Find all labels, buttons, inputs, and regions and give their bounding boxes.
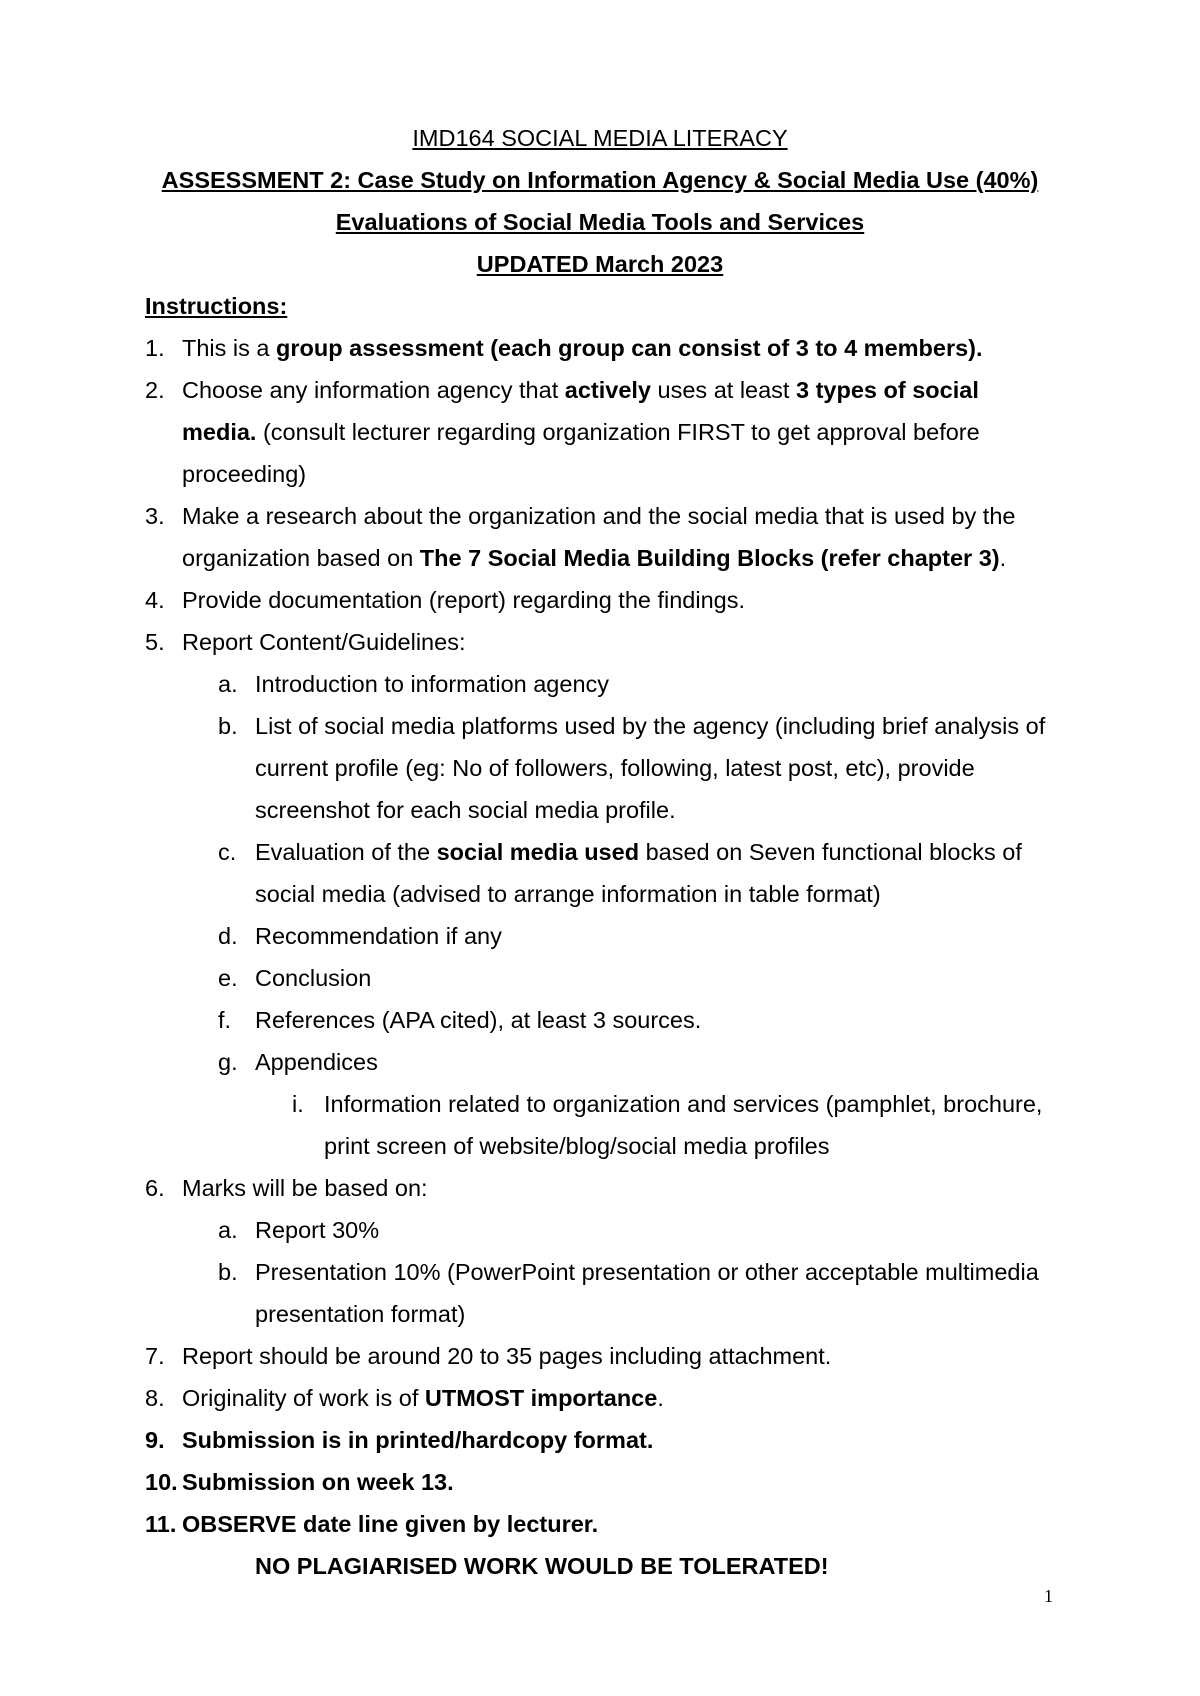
bold-run: UTMOST importance (424, 1385, 658, 1411)
list-item-5g (218, 1041, 1065, 1083)
text-run: Make a research about the organization and the social media that is used by the organization based on (182, 503, 1016, 571)
list-text: Report Content/Guidelines: (182, 629, 466, 655)
list-number: 7. (145, 1343, 165, 1369)
list-number: 11. (145, 1511, 177, 1537)
list-text (182, 369, 1052, 495)
text-run: uses at least (651, 377, 796, 403)
list-letter: d. (218, 923, 238, 949)
list-letter: a. (218, 671, 238, 697)
list-item-7 (145, 1335, 1065, 1377)
list-number: 6. (145, 1175, 165, 1201)
list-item-6 (145, 1167, 1065, 1209)
list-item-5e (218, 957, 1065, 999)
list-letter: b. (218, 713, 238, 739)
list-text: References (APA cited), at least 3 sources. (255, 1007, 702, 1033)
subtitle: Evaluations of Social Media Tools and Services (335, 209, 865, 235)
text-run: . (657, 1385, 664, 1411)
list-text: Conclusion (255, 965, 372, 991)
text-run: Originality of work is of (182, 1385, 425, 1411)
list-number: 1. (145, 335, 165, 361)
list-number: 2. (145, 377, 165, 403)
list-item-5d (218, 915, 1065, 957)
list-item-5f (218, 999, 1065, 1041)
list-text: Presentation 10% (PowerPoint presentation or other acceptable multimedia presentation format) (255, 1259, 1039, 1327)
list-item-9 (145, 1419, 1065, 1461)
bold-run: social media used (436, 839, 640, 865)
text-run: Evaluation of the (255, 839, 437, 865)
list-text: OBSERVE date line given by lecturer. (182, 1511, 599, 1537)
plagiarism-warning: NO PLAGIARISED WORK WOULD BE TOLERATED! (255, 1553, 829, 1579)
page-number: 1 (1044, 1586, 1053, 1606)
assessment-title: ASSESSMENT 2: Case Study on Information Agency & Social Media Use (40%) (161, 167, 1039, 193)
text-run: Choose any information agency that (182, 377, 565, 403)
bold-run: group assessment (each group can consist of 3 to 4 members). (276, 335, 983, 361)
list-item-5c (218, 831, 1065, 915)
list-letter: g. (218, 1049, 238, 1075)
text-run: . (999, 545, 1007, 571)
list-text (255, 831, 1055, 915)
bold-run: actively (564, 377, 651, 403)
list-letter: f. (218, 1007, 232, 1033)
list-text: Appendices (255, 1049, 378, 1075)
list-text (182, 1377, 1052, 1419)
list-text (182, 495, 1052, 579)
list-item-4 (145, 579, 1065, 621)
list-item-6b (218, 1251, 1065, 1335)
list-text: Recommendation if any (255, 923, 502, 949)
list-item-8 (145, 1377, 1065, 1419)
list-number: 5. (145, 629, 165, 655)
list-text: Report 30% (255, 1217, 380, 1243)
list-text: Introduction to information agency (255, 671, 610, 697)
list-text: Provide documentation (report) regarding the findings. (182, 587, 746, 613)
text-run: (consult lecturer regarding organization FIRST to get approval before proceeding) (182, 419, 980, 487)
list-item-5a (218, 663, 1065, 705)
document-content (145, 117, 1065, 1587)
bold-run: 3 types of social media. (182, 377, 979, 445)
list-item-5 (145, 621, 1065, 663)
list-number: 8. (145, 1385, 165, 1411)
list-number: 9. (145, 1427, 165, 1453)
list-text: Submission is in printed/hardcopy format. (182, 1427, 654, 1453)
list-text: Report should be around 20 to 35 pages including attachment. (182, 1343, 832, 1369)
list-item-5g-i (292, 1083, 1065, 1167)
list-text: Information related to organization and services (pamphlet, brochure, print screen of website/blog/social media profiles (324, 1091, 1043, 1159)
instructions-heading: Instructions: (145, 293, 288, 319)
list-text (182, 327, 1052, 369)
list-item-5b (218, 705, 1065, 831)
list-item-2 (145, 369, 1065, 495)
text-run: This is a (182, 335, 277, 361)
list-number: 3. (145, 503, 165, 529)
bold-run: The 7 Social Media Building Blocks (refer chapter 3) (419, 545, 1000, 571)
course-title: IMD164 SOCIAL MEDIA LITERACY (412, 125, 788, 151)
list-number: 4. (145, 587, 165, 613)
list-item-10 (145, 1461, 1065, 1503)
list-item-3 (145, 495, 1065, 579)
updated-date: UPDATED March 2023 (476, 251, 724, 277)
text-run: based on Seven functional blocks of social media (advised to arrange information in table format) (255, 839, 1022, 907)
list-item-11 (145, 1503, 1065, 1545)
list-letter: b. (218, 1259, 238, 1285)
list-text: List of social media platforms used by the agency (including brief analysis of current profile (eg: No of followers, following, latest post, etc), provide screenshot for each social media profile. (255, 713, 1046, 823)
list-text: Submission on week 13. (182, 1469, 454, 1495)
list-letter: c. (218, 839, 237, 865)
list-item-1 (145, 327, 1065, 369)
list-letter: a. (218, 1217, 238, 1243)
list-item-6a (218, 1209, 1065, 1251)
list-roman: i. (292, 1091, 304, 1117)
list-number: 10. (145, 1469, 178, 1495)
list-text: Marks will be based on: (182, 1175, 428, 1201)
list-letter: e. (218, 965, 238, 991)
